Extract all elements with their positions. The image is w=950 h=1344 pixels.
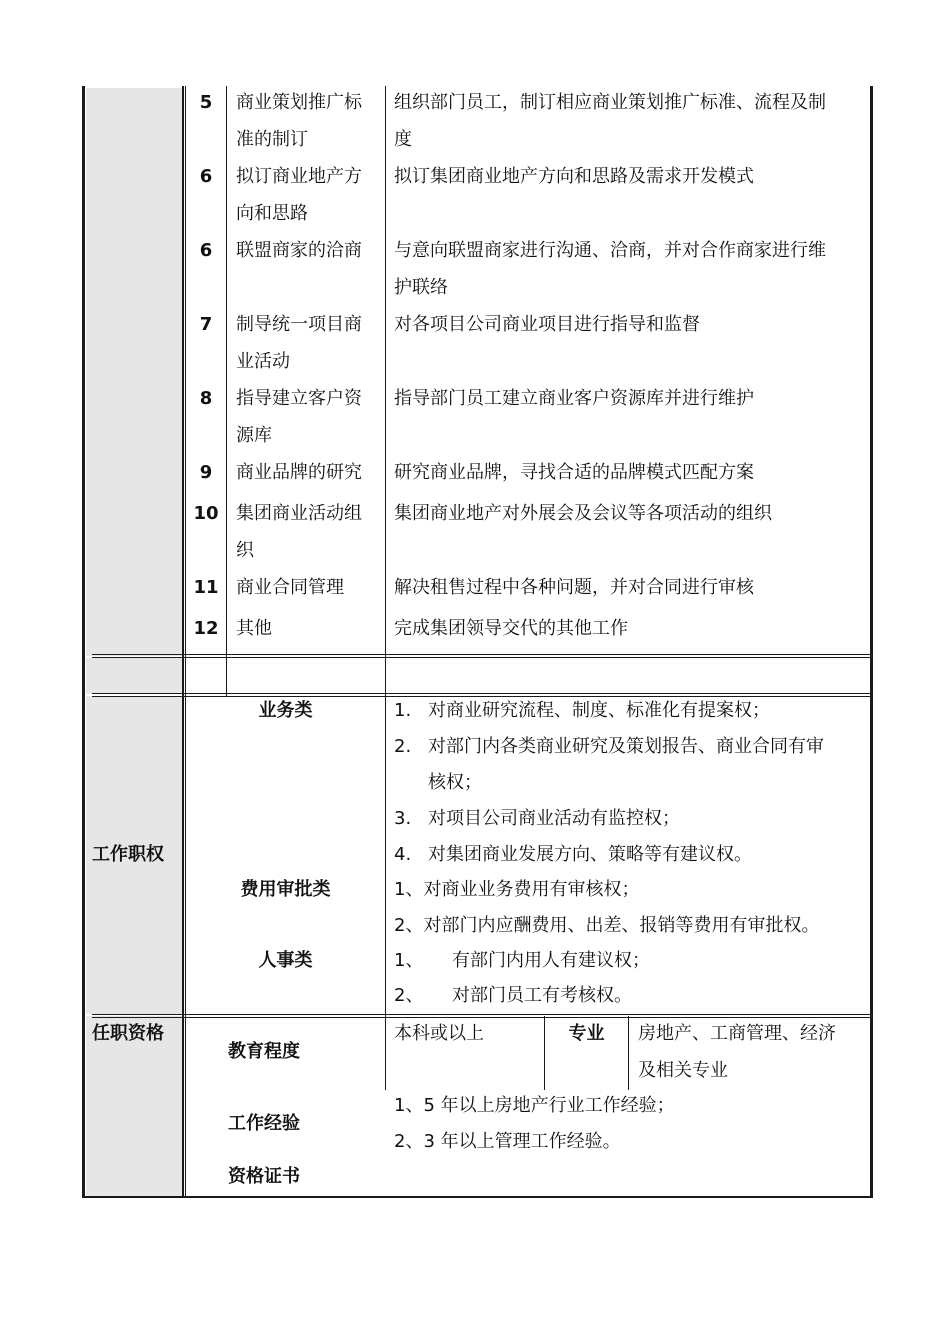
duty-number: 10 — [193, 503, 219, 524]
duty-number: 9 — [199, 462, 213, 483]
duty-desc-line: 研究商业品牌，寻找合适的品牌模式匹配方案 — [394, 462, 754, 483]
hr-item-text: 有部门内用人有建议权； — [452, 950, 650, 971]
duty-number: 12 — [193, 618, 219, 639]
duty-name-line: 制导统一项目商 — [236, 314, 362, 335]
duty-name-line: 商业合同管理 — [236, 577, 344, 598]
number-column-border — [226, 86, 227, 696]
business-item-prefix: 2. — [394, 736, 412, 757]
business-item-prefix: 3. — [394, 808, 412, 829]
left-column-shade-top — [86, 88, 182, 656]
duty-name-line: 向和思路 — [236, 203, 308, 224]
duty-desc-line: 与意向联盟商家进行沟通、洽商，并对合作商家进行维 — [394, 240, 826, 261]
duty-name-line: 联盟商家的洽商 — [236, 240, 362, 261]
expense-category-label: 费用审批类 — [240, 879, 331, 900]
table-bottom-border — [82, 1196, 873, 1198]
outer-border-right — [870, 86, 873, 1198]
business-item-line: 对集团商业发展方向、策略等有建议权。 — [428, 844, 752, 865]
duty-name-line: 织 — [236, 540, 254, 561]
hr-item-prefix: 1、 — [394, 950, 424, 971]
duty-name-line: 源库 — [236, 425, 272, 446]
duty-desc-line: 对各项目公司商业项目进行指导和监督 — [394, 314, 700, 335]
duty-name-line: 其他 — [236, 618, 272, 639]
duty-name-line: 准的制订 — [236, 129, 308, 150]
hr-item-text: 对部门员工有考核权。 — [452, 985, 632, 1006]
duty-desc-line: 度 — [394, 129, 412, 150]
business-item-line: 核权； — [428, 772, 482, 793]
duty-number: 8 — [199, 388, 213, 409]
duty-name-line: 拟订商业地产方 — [236, 166, 362, 187]
left-column-shade-empty-row — [86, 658, 182, 694]
authority-section-label: 工作职权 — [92, 844, 164, 865]
duty-name-line: 商业品牌的研究 — [236, 462, 362, 483]
duty-name-line: 指导建立客户资 — [236, 388, 362, 409]
duty-number: 7 — [199, 314, 213, 335]
desc-column-border — [385, 86, 386, 1090]
duty-number: 6 — [199, 166, 213, 187]
experience-item: 1、5 年以上房地产行业工作经验； — [394, 1095, 675, 1116]
business-item-prefix: 4. — [394, 844, 412, 865]
duty-number: 6 — [199, 240, 213, 261]
duty-desc-line: 解决租售过程中各种问题，并对合同进行审核 — [394, 577, 754, 598]
education-value: 本科或以上 — [394, 1023, 484, 1044]
education-label: 教育程度 — [228, 1041, 300, 1062]
business-category-label: 业务类 — [258, 700, 313, 721]
row-divider-double-top-2 — [92, 657, 872, 658]
business-item-line: 对项目公司商业活动有监控权； — [428, 808, 680, 829]
duty-number: 11 — [193, 577, 219, 598]
hr-item-prefix: 2、 — [394, 985, 424, 1006]
business-item-line: 对商业研究流程、制度、标准化有提案权； — [428, 700, 770, 721]
duty-desc-line: 完成集团领导交代的其他工作 — [394, 618, 628, 639]
duty-desc-line: 组织部门员工，制订相应商业策划推广标准、流程及制 — [394, 92, 826, 113]
major-value-line: 及相关专业 — [638, 1060, 728, 1081]
experience-item: 2、3 年以上管理工作经验。 — [394, 1131, 621, 1152]
expense-item: 2、对部门内应酬费用、出差、报销等费用有审批权。 — [394, 915, 820, 936]
outer-border-left — [82, 86, 85, 1198]
duty-name-line: 商业策划推广标 — [236, 92, 362, 113]
row-divider-double-top-1 — [92, 654, 872, 655]
duty-desc-line: 拟订集团商业地产方向和思路及需求开发模式 — [394, 166, 754, 187]
label-column-border-a — [182, 86, 184, 1198]
business-item-prefix: 1. — [394, 700, 412, 721]
business-item-line: 对部门内各类商业研究及策划报告、商业合同有审 — [428, 736, 824, 757]
duty-name-line: 业活动 — [236, 351, 290, 372]
hr-category-label: 人事类 — [258, 950, 313, 971]
duty-desc-line: 护联络 — [394, 277, 448, 298]
major-label: 专业 — [568, 1023, 605, 1044]
expense-item: 1、对商业业务费用有审核权； — [394, 879, 640, 900]
duty-number: 5 — [199, 92, 213, 113]
duty-desc-line: 指导部门员工建立商业客户资源库并进行维护 — [394, 388, 754, 409]
experience-label: 工作经验 — [228, 1113, 300, 1134]
duty-name-line: 集团商业活动组 — [236, 503, 362, 524]
qualification-section-label: 任职资格 — [92, 1023, 164, 1044]
major-value-line: 房地产、工商管理、经济 — [638, 1023, 836, 1044]
duty-desc-line: 集团商业地产对外展会及会议等各项活动的组织 — [394, 503, 772, 524]
certificate-label: 资格证书 — [228, 1166, 300, 1187]
major-value-border-left — [628, 1016, 629, 1090]
